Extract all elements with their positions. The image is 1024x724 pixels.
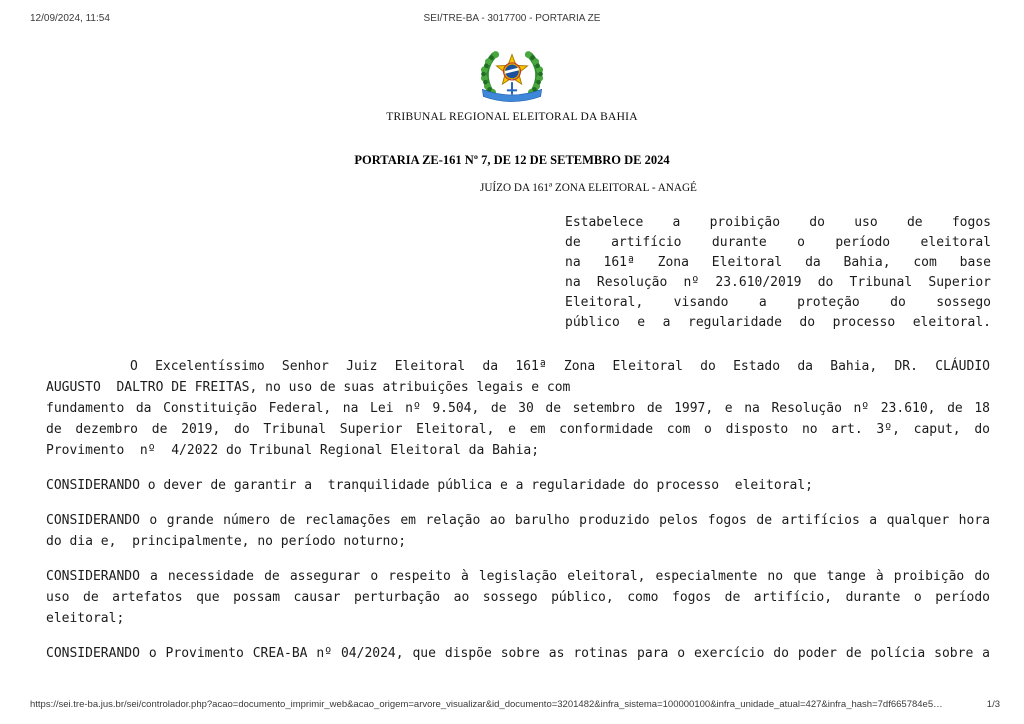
text-line: AUGUSTO DALTRO DE FREITAS, no uso de suas atribuições legais e com <box>46 380 571 395</box>
page-indicator: 1/3 <box>986 699 1000 710</box>
text-line: na 161ª Zona Eleitoral da Bahia, com base <box>565 255 991 270</box>
text-line: CONSIDERANDO a necessidade de assegurar o respeito à legislação eleitoral, especialmente no que tange à proibição do <box>46 569 990 584</box>
text-line: CONSIDERANDO o grande número de reclamações em relação ao barulho produzido pelos fogos de artifícios a qualquer hora <box>46 513 990 528</box>
considerando-paragraph-3 <box>46 566 990 629</box>
text-line: na Resolução nº 23.610/2019 do Tribunal Superior <box>565 275 991 290</box>
org-name: TRIBUNAL REGIONAL ELEITORAL DA BAHIA <box>386 111 638 123</box>
text-line: CONSIDERANDO o Provimento CREA-BA nº 04/2024, que dispõe sobre as rotinas para o exercício do poder de polícia sobre a <box>46 646 990 661</box>
opening-paragraph <box>46 356 990 461</box>
text-line: Provimento nº 4/2022 do Tribunal Regional Eleitoral da Bahia; <box>46 443 540 458</box>
emblem-container <box>0 45 1024 105</box>
considerando-paragraph-4 <box>46 643 990 664</box>
text-line: Eleitoral, visando a proteção do sossego <box>565 295 991 310</box>
text-line: de artifício durante o período eleitoral <box>565 235 991 250</box>
text-line: Estabelece a proibição do uso de fogos <box>565 215 991 230</box>
zona-subtitle: JUÍZO DA 161ª ZONA ELEITORAL - ANAGÉ <box>480 182 697 194</box>
print-footer <box>30 699 1000 710</box>
text-line: uso de artefatos que possam causar perturbação ao sossego público, como fogos de artifício, durante o período <box>46 590 990 605</box>
print-header <box>30 13 994 27</box>
document-body <box>46 356 990 678</box>
portaria-title: PORTARIA ZE-161 Nº 7, DE 12 DE SETEMBRO DE 2024 <box>354 153 670 167</box>
source-url: https://sei.tre-ba.jus.br/sei/controlador.php?acao=documento_imprimir_web&acao_origem=arvore_visualizar&id_documento=3201482&infra_sistema=100000100&infra_unidade_atual=427&infra_hash=7df665784e5… <box>30 699 943 710</box>
text-line: de dezembro de 2019, do Tribunal Superior Eleitoral, e em conformidade com o disposto no art. 3º, caput, do <box>46 422 990 437</box>
document-reference: SEI/TRE-BA - 3017700 - PORTARIA ZE <box>423 13 601 24</box>
text-line: do dia e, principalmente, no período noturno; <box>46 534 407 549</box>
brazil-coat-of-arms-icon <box>467 45 557 105</box>
text-line: fundamento da Constituição Federal, na Lei nº 9.504, de 30 de setembro de 1997, e na Resolução nº 23.610, de 18 <box>46 401 990 416</box>
considerando-paragraph-2 <box>46 510 990 552</box>
considerando-paragraph-1 <box>46 475 990 496</box>
text-line: CONSIDERANDO o dever de garantir a tranquilidade pública e a regularidade do processo eleitoral; <box>46 478 814 493</box>
text-line: eleitoral; <box>46 611 125 626</box>
text-line: público e a regularidade do processo eleitoral. <box>565 315 991 330</box>
print-datetime: 12/09/2024, 11:54 <box>30 13 110 24</box>
text-line: O Excelentíssimo Senhor Juiz Eleitoral da 161ª Zona Eleitoral do Estado da Bahia, DR. CLÁUDIO <box>130 359 990 374</box>
ementa-block <box>565 213 991 333</box>
